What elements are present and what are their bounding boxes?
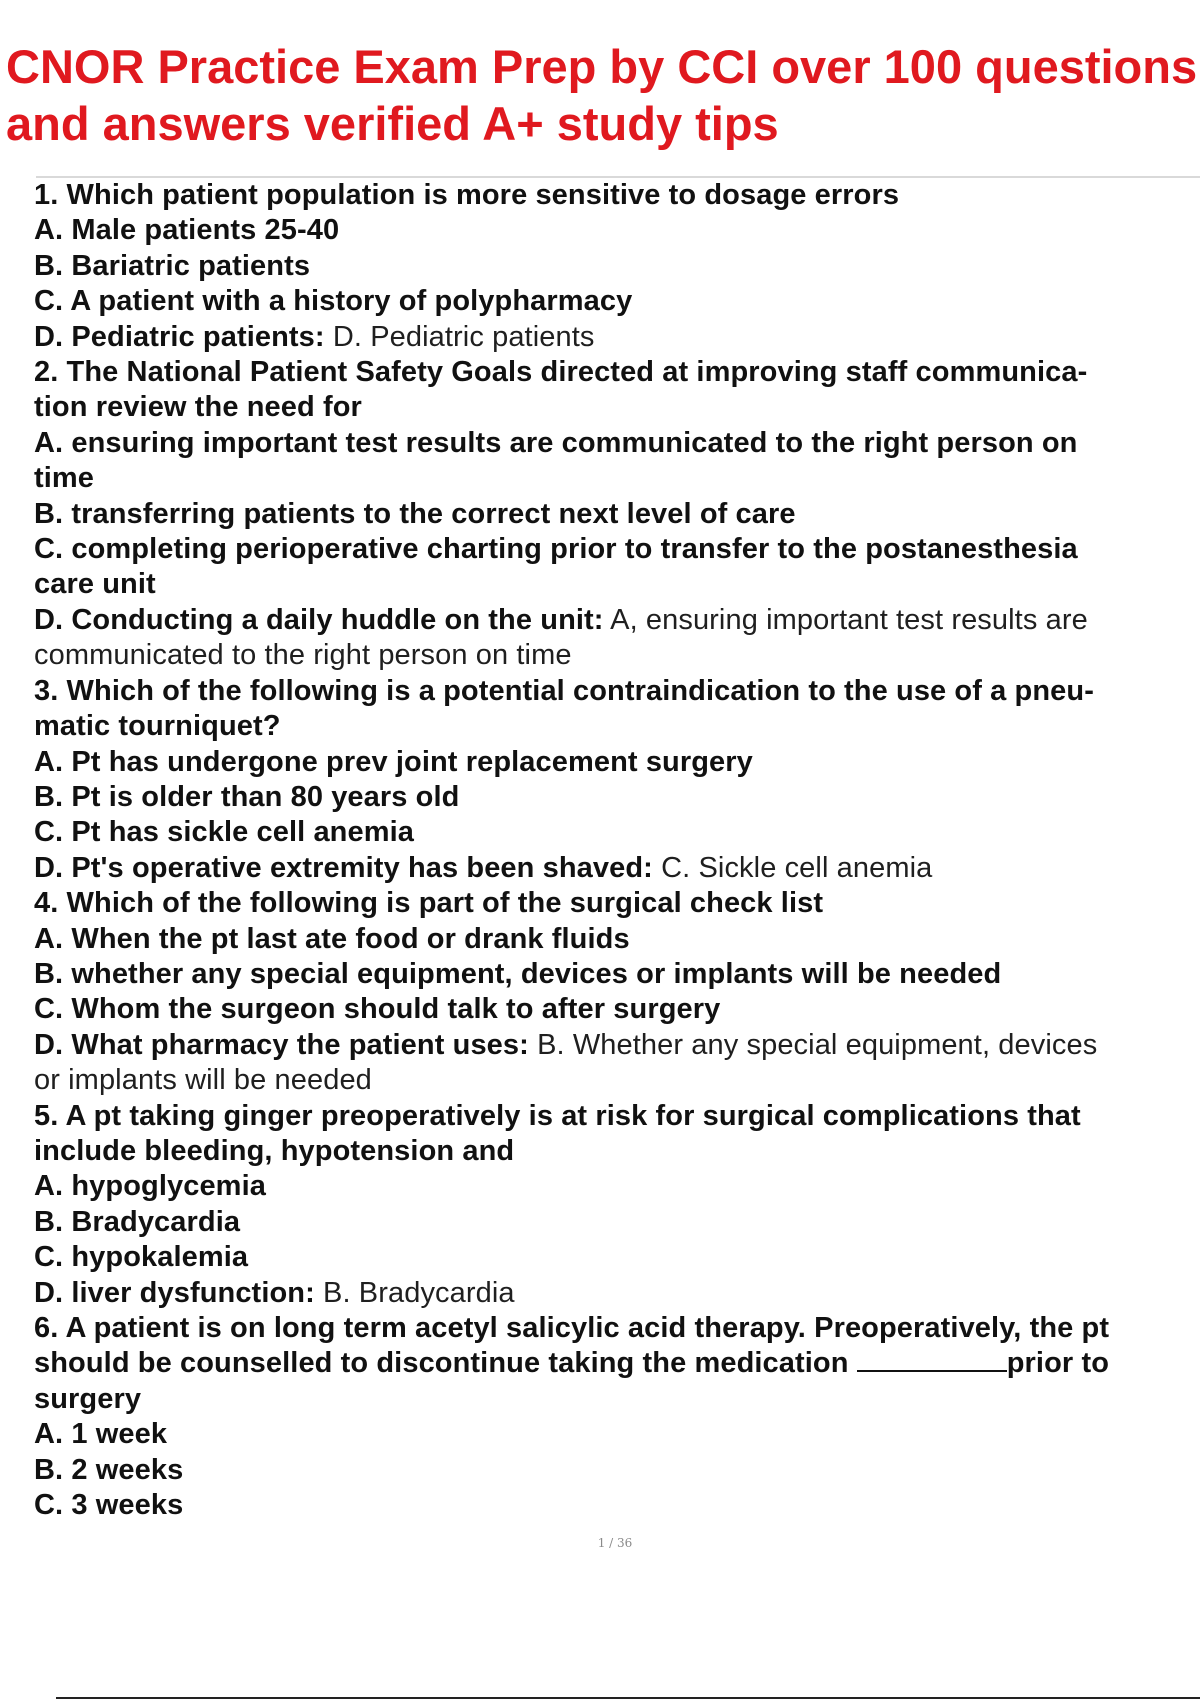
page-number: 1 / 36 bbox=[597, 1536, 633, 1550]
option-a-cont: time bbox=[34, 462, 95, 495]
question-text-end: surgery bbox=[34, 1382, 142, 1415]
question-text: 1. Which patient population is more sensitive to dosage errors bbox=[34, 179, 900, 211]
question-text: 3. Which of the following is a potential contraindication to the use of a pneu- bbox=[34, 674, 1094, 707]
option-d-label: D. Pediatric patients: bbox=[34, 320, 325, 353]
option-d-label: D. Pt's operative extremity has been shaved: bbox=[34, 851, 653, 884]
option-d bbox=[34, 1276, 1194, 1311]
answer-text: B. Bradycardia bbox=[323, 1276, 515, 1309]
answer-text-cont: or implants will be needed bbox=[34, 1064, 372, 1097]
option-d bbox=[34, 851, 1194, 886]
question-text-cont bbox=[34, 1346, 1194, 1381]
option-d bbox=[34, 320, 1194, 355]
option-d-label: D. What pharmacy the patient uses: bbox=[34, 1028, 529, 1061]
option-c: C. A patient with a history of polypharmacy bbox=[34, 285, 633, 318]
option-d bbox=[34, 603, 1194, 638]
option-c: C. Whom the surgeon should talk to after surgery bbox=[34, 993, 721, 1026]
answer-text-cont: communicated to the right person on time bbox=[34, 639, 572, 672]
question-1 bbox=[34, 178, 1194, 355]
answer-text: A, ensuring important test results are bbox=[610, 603, 1088, 636]
title-line-2: and answers verified A+ study tips bbox=[6, 97, 779, 150]
question-text-cont: matic tourniquet? bbox=[34, 710, 281, 743]
option-a: A. Male patients 25-40 bbox=[34, 214, 340, 247]
answer-text: D. Pediatric patients bbox=[332, 320, 595, 353]
option-b: B. whether any special equipment, devices or implants will be needed bbox=[34, 957, 1002, 990]
option-d-label: D. liver dysfunction: bbox=[34, 1276, 315, 1309]
question-6 bbox=[34, 1311, 1194, 1523]
option-d bbox=[34, 1028, 1194, 1063]
option-c: C. hypokalemia bbox=[34, 1241, 249, 1274]
question-text-cont: tion review the need for bbox=[34, 391, 362, 424]
question-text: 4. Which of the following is part of the surgical check list bbox=[34, 887, 824, 920]
footer-divider bbox=[56, 1697, 1200, 1699]
option-c-cont: care unit bbox=[34, 568, 156, 601]
option-b: B. 2 weeks bbox=[34, 1453, 184, 1486]
option-a: A. 1 week bbox=[34, 1418, 168, 1451]
option-d-label: D. Conducting a daily huddle on the unit: bbox=[34, 603, 604, 636]
question-5 bbox=[34, 1099, 1194, 1311]
page-title bbox=[6, 38, 1200, 152]
option-a: A. ensuring important test results are communicated to the right person on bbox=[34, 426, 1078, 459]
question-text-cont: include bleeding, hypotension and bbox=[34, 1134, 515, 1167]
question-3 bbox=[34, 674, 1194, 886]
option-b: B. Bariatric patients bbox=[34, 249, 311, 282]
question-text-after-blank: prior to bbox=[1006, 1347, 1110, 1380]
option-a: A. hypoglycemia bbox=[34, 1170, 266, 1203]
option-b: B. Bradycardia bbox=[34, 1205, 241, 1238]
question-2 bbox=[34, 355, 1194, 674]
option-b: B. Pt is older than 80 years old bbox=[34, 780, 460, 813]
question-text: 2. The National Patient Safety Goals directed at improving staff communica- bbox=[34, 356, 1088, 389]
question-text: 5. A pt taking ginger preoperatively is at risk for surgical complications that bbox=[34, 1099, 1081, 1132]
answer-text: B. Whether any special equipment, devices bbox=[537, 1028, 1098, 1061]
fill-in-blank bbox=[857, 1348, 1007, 1372]
question-text-before-blank: should be counselled to discontinue taking the medication bbox=[34, 1347, 849, 1380]
option-c: C. 3 weeks bbox=[34, 1489, 184, 1522]
option-a: A. Pt has undergone prev joint replacement surgery bbox=[34, 745, 753, 778]
option-c: C. completing perioperative charting prior to transfer to the postanesthesia bbox=[34, 533, 1078, 566]
question-4 bbox=[34, 886, 1194, 1098]
option-c: C. Pt has sickle cell anemia bbox=[34, 816, 414, 849]
option-a: A. When the pt last ate food or drank fluids bbox=[34, 922, 630, 955]
option-b: B. transferring patients to the correct next level of care bbox=[34, 497, 796, 530]
question-list bbox=[34, 178, 1194, 1523]
question-text: 6. A patient is on long term acetyl salicylic acid therapy. Preoperatively, the pt bbox=[34, 1312, 1110, 1344]
title-line-1: CNOR Practice Exam Prep by CCI over 100 questions bbox=[6, 40, 1198, 93]
answer-text: C. Sickle cell anemia bbox=[661, 851, 933, 884]
